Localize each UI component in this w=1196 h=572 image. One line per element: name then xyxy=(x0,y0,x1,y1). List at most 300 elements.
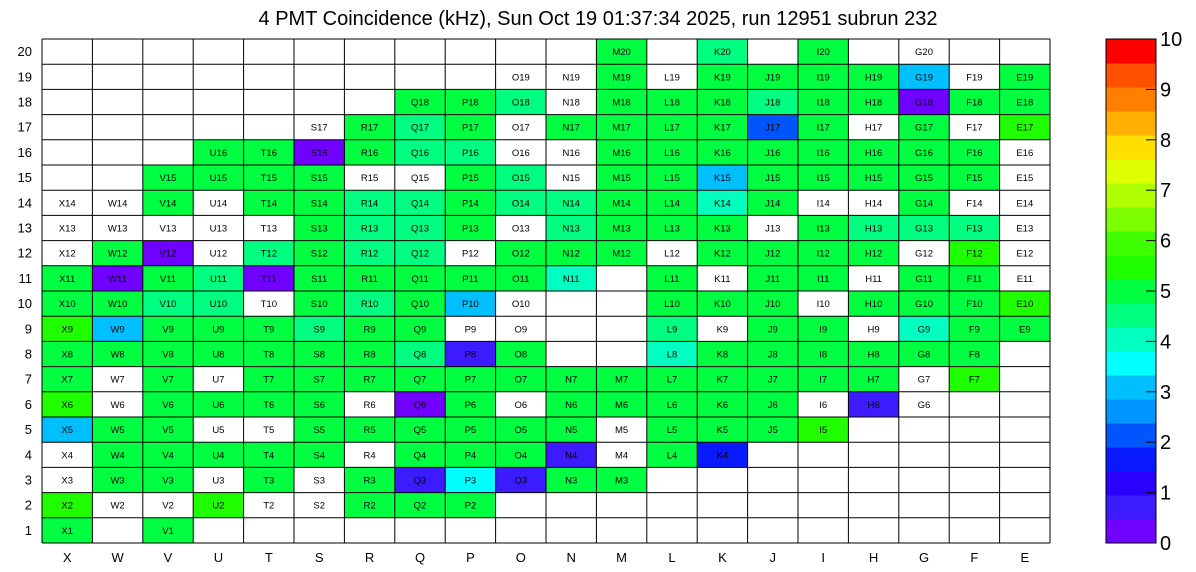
y-tick-label: 11 xyxy=(18,270,32,286)
cell-label: P9 xyxy=(464,324,477,336)
cell-label: S17 xyxy=(310,122,328,134)
cell-label: I11 xyxy=(816,273,830,285)
cell-label: T8 xyxy=(263,349,275,361)
cell-label: K18 xyxy=(713,97,731,109)
cell-label: W6 xyxy=(110,399,125,411)
x-tick-label: T xyxy=(264,550,273,565)
cell-label: X14 xyxy=(58,198,76,210)
cell-label: G15 xyxy=(915,173,933,185)
colorbar-band xyxy=(1106,135,1156,160)
cell-label: N11 xyxy=(562,273,580,285)
cell-label: E11 xyxy=(1016,273,1033,285)
cell-label: L14 xyxy=(664,198,680,210)
cell-label: F7 xyxy=(968,374,980,386)
cell-label: M14 xyxy=(612,198,631,210)
cell-label: T7 xyxy=(263,374,275,386)
y-tick-label: 14 xyxy=(17,195,32,211)
cell-label: T15 xyxy=(260,173,277,185)
y-tick-label: 16 xyxy=(17,144,32,160)
cell-label: S16 xyxy=(310,147,328,159)
cell-label: P4 xyxy=(464,450,477,462)
colorbar-band xyxy=(1106,111,1156,136)
cell-label: X1 xyxy=(61,525,74,537)
y-tick-label: 7 xyxy=(24,371,32,387)
cell-label: Q2 xyxy=(413,500,427,512)
cell-label: U7 xyxy=(212,374,225,386)
colorbar-band xyxy=(1106,519,1156,544)
y-tick-label: 19 xyxy=(17,69,32,85)
cell-label: R7 xyxy=(363,374,376,386)
cell-label: M3 xyxy=(614,475,629,487)
x-tick-label: Q xyxy=(414,550,426,565)
cell-label: E15 xyxy=(1016,173,1034,185)
cell-label: M15 xyxy=(612,173,631,185)
cell-label: I18 xyxy=(816,97,830,109)
cell-label: H10 xyxy=(864,299,883,311)
cell-label: R9 xyxy=(363,324,376,336)
cell-label: N13 xyxy=(562,223,580,235)
cell-label: X8 xyxy=(61,349,74,361)
x-tick-label: U xyxy=(213,550,224,565)
y-tick-label: 9 xyxy=(24,321,32,337)
cell-label: O12 xyxy=(511,248,530,260)
cell-label: H12 xyxy=(864,248,883,260)
colorbar-tick-label: 6 xyxy=(1160,230,1172,253)
cell-label: S6 xyxy=(313,399,326,411)
cell-label: V13 xyxy=(159,223,177,235)
cell-label: V8 xyxy=(162,349,174,361)
cell-label: K15 xyxy=(713,173,731,185)
cell-label: E10 xyxy=(1016,299,1034,311)
cell-label: M19 xyxy=(612,72,631,84)
cell-label: F17 xyxy=(966,122,983,134)
cell-label: I12 xyxy=(816,248,830,260)
cell-label: F10 xyxy=(966,299,983,311)
cell-label: P11 xyxy=(462,273,479,285)
y-tick-label: 3 xyxy=(24,472,32,488)
cell-label: P3 xyxy=(464,475,477,487)
cell-label: K9 xyxy=(716,324,729,336)
cell-label: K4 xyxy=(716,450,729,462)
colorbar-tick-label: 8 xyxy=(1160,129,1172,152)
cell-label: V2 xyxy=(162,500,174,512)
cell-label: M4 xyxy=(614,450,629,462)
cell-label: I6 xyxy=(819,399,828,411)
cell-label: I13 xyxy=(816,223,830,235)
cell-label: W11 xyxy=(108,273,128,285)
cell-label: E16 xyxy=(1016,147,1034,159)
y-tick-label: 5 xyxy=(24,422,32,438)
colorbar-tick-label: 7 xyxy=(1160,180,1172,203)
cell-label: L10 xyxy=(664,299,680,311)
cell-label: E19 xyxy=(1016,72,1034,84)
cell-label: E13 xyxy=(1016,223,1034,235)
cell-label: N19 xyxy=(562,72,580,84)
cell-label: O9 xyxy=(514,324,528,336)
cell-label: O14 xyxy=(511,198,530,210)
cell-label: N17 xyxy=(562,122,580,134)
x-tick-label: N xyxy=(566,550,576,565)
cell-label: Q15 xyxy=(411,173,429,185)
cell-label: U14 xyxy=(209,198,228,210)
cell-label: S3 xyxy=(313,475,326,487)
cell-label: F11 xyxy=(966,273,983,285)
cell-label: P17 xyxy=(461,122,479,134)
cell-label: E18 xyxy=(1016,97,1034,109)
cell-label: F16 xyxy=(966,147,983,159)
cell-label: V10 xyxy=(159,299,177,311)
cell-label: X2 xyxy=(61,500,74,512)
cell-label: U15 xyxy=(209,173,228,185)
cell-label: Q8 xyxy=(413,349,427,361)
cell-label: O13 xyxy=(511,223,530,235)
cell-label: J5 xyxy=(767,425,778,437)
cell-label: R6 xyxy=(363,399,376,411)
cell-label: V11 xyxy=(159,273,177,285)
y-tick-label: 13 xyxy=(17,220,32,236)
y-tick-label: 12 xyxy=(17,245,32,261)
cell-label: S5 xyxy=(313,425,326,437)
cell-label: W4 xyxy=(110,450,125,462)
cell-label: L18 xyxy=(664,97,680,109)
cell-label: X11 xyxy=(59,273,76,285)
cell-label: E9 xyxy=(1018,324,1031,336)
cell-label: T12 xyxy=(260,248,277,260)
cell-label: N12 xyxy=(562,248,580,260)
cell-label: E12 xyxy=(1016,248,1034,260)
cell-label: Q18 xyxy=(411,97,429,109)
cell-label: L8 xyxy=(666,349,678,361)
x-tick-label: L xyxy=(668,550,676,565)
colorbar-tick-label: 10 xyxy=(1160,29,1183,51)
cell-label: S9 xyxy=(313,324,326,336)
cell-label: K14 xyxy=(713,198,731,210)
cell-label: Q16 xyxy=(411,147,429,159)
cell-label: P8 xyxy=(464,349,477,361)
cell-label: G17 xyxy=(915,122,933,134)
cell-label: T3 xyxy=(263,475,275,487)
cell-label: G11 xyxy=(915,273,933,285)
cell-label: O18 xyxy=(511,97,530,109)
cell-label: K19 xyxy=(713,72,731,84)
x-tick-label: H xyxy=(868,550,879,565)
cell-label: I9 xyxy=(819,324,828,336)
x-tick-label: X xyxy=(62,550,72,565)
colorbar-tick-label: 9 xyxy=(1160,79,1172,102)
cell-label: L5 xyxy=(666,425,678,437)
cell-label: O5 xyxy=(514,425,528,437)
cell-label: M7 xyxy=(614,374,629,386)
cell-label: T2 xyxy=(263,500,275,512)
colorbar-band xyxy=(1106,495,1156,520)
cell-label: M13 xyxy=(612,223,631,235)
cell-label: O6 xyxy=(514,399,528,411)
colorbar-band xyxy=(1106,399,1156,424)
cell-label: M12 xyxy=(612,248,631,260)
cell-label: H18 xyxy=(864,97,883,109)
cell-label: N6 xyxy=(565,399,578,411)
cell-label: I17 xyxy=(816,122,830,134)
cell-label: F12 xyxy=(966,248,983,260)
cell-label: J16 xyxy=(765,147,781,159)
cell-label: G6 xyxy=(917,399,931,411)
colorbar xyxy=(1106,29,1182,555)
cell-label: O8 xyxy=(514,349,528,361)
cell-label: X9 xyxy=(61,324,74,336)
cell-label: K7 xyxy=(716,374,729,386)
cell-label: K17 xyxy=(713,122,731,134)
cell-label: Q7 xyxy=(413,374,427,386)
colorbar-tick-label: 3 xyxy=(1160,381,1172,404)
cell-label: S7 xyxy=(313,374,326,386)
cell-label: N14 xyxy=(562,198,580,210)
cell-label: U10 xyxy=(209,299,228,311)
cell-label: R3 xyxy=(363,475,376,487)
colorbar-tick-label: 0 xyxy=(1160,533,1172,555)
cell-label: S11 xyxy=(311,273,328,285)
cell-label: O19 xyxy=(511,72,530,84)
cell-label: V7 xyxy=(162,374,174,386)
cell-label: V9 xyxy=(162,324,174,336)
cell-label: T4 xyxy=(263,450,275,462)
cell-label: X12 xyxy=(58,248,76,260)
cell-label: W8 xyxy=(110,349,125,361)
x-tick-label: J xyxy=(769,550,777,565)
cell-label: G16 xyxy=(915,147,933,159)
cell-label: R16 xyxy=(360,147,379,159)
colorbar-band xyxy=(1106,255,1156,280)
cell-label: X13 xyxy=(58,223,76,235)
y-tick-label: 15 xyxy=(17,170,32,186)
cell-label: P10 xyxy=(461,299,479,311)
colorbar-band xyxy=(1106,63,1156,88)
cell-label: G9 xyxy=(917,324,931,336)
colorbar-band xyxy=(1106,303,1156,328)
cell-label: J9 xyxy=(767,324,778,336)
cell-label: H9 xyxy=(867,324,880,336)
y-tick-label: 18 xyxy=(17,94,32,110)
cell-label: Q10 xyxy=(411,299,429,311)
colorbar-band xyxy=(1106,183,1156,208)
cell-label: Q11 xyxy=(411,273,429,285)
cell-label: V14 xyxy=(159,198,177,210)
cell-label: J6 xyxy=(767,399,778,411)
cell-label: L15 xyxy=(664,173,680,185)
cell-label: N5 xyxy=(565,425,578,437)
cell-label: T13 xyxy=(260,223,277,235)
cell-label: T9 xyxy=(263,324,275,336)
colorbar-band xyxy=(1106,159,1156,184)
cell-label: K12 xyxy=(713,248,731,260)
cell-label: S12 xyxy=(310,248,328,260)
cell-label: N18 xyxy=(562,97,580,109)
cell-label: R17 xyxy=(360,122,379,134)
colorbar-band xyxy=(1106,87,1156,112)
cell-label: P14 xyxy=(461,198,479,210)
cell-label: T6 xyxy=(263,399,275,411)
cell-label: Q4 xyxy=(413,450,427,462)
cell-label: F14 xyxy=(966,198,983,210)
cell-label: H16 xyxy=(864,147,883,159)
y-tick-label: 8 xyxy=(24,346,32,362)
colorbar-band xyxy=(1106,231,1156,256)
cell-label: I16 xyxy=(816,147,830,159)
cell-label: G12 xyxy=(915,248,933,260)
colorbar-band xyxy=(1106,327,1156,352)
cell-label: M18 xyxy=(612,97,631,109)
colorbar-band xyxy=(1106,447,1156,472)
y-tick-label: 17 xyxy=(17,119,32,135)
cell-label: G20 xyxy=(915,47,933,59)
cell-label: S8 xyxy=(313,349,326,361)
cell-label: S4 xyxy=(313,450,326,462)
cell-label: W3 xyxy=(110,475,125,487)
cell-label: J11 xyxy=(765,273,781,285)
cell-label: K10 xyxy=(713,299,731,311)
colorbar-band xyxy=(1106,39,1156,64)
cell-label: T11 xyxy=(260,273,277,285)
chart-title: 4 PMT Coincidence (kHz), Sun Oct 19 01:37:34 2025, run 12951 subrun 232 xyxy=(258,8,938,30)
cell-label: L11 xyxy=(664,273,680,285)
x-tick-label: E xyxy=(1020,550,1030,565)
cell-label: O7 xyxy=(514,374,528,386)
cell-label: U16 xyxy=(209,147,228,159)
cell-label: M6 xyxy=(614,399,629,411)
cell-label: H14 xyxy=(864,198,883,210)
cell-label: K6 xyxy=(716,399,729,411)
colorbar-band xyxy=(1106,351,1156,376)
cell-label: V1 xyxy=(162,525,174,537)
cell-label: J7 xyxy=(767,374,778,386)
cell-label: W14 xyxy=(107,198,128,210)
y-tick-label: 1 xyxy=(24,522,32,538)
cell-label: V5 xyxy=(162,425,174,437)
cell-label: I15 xyxy=(816,173,830,185)
cell-label: O4 xyxy=(514,450,528,462)
cell-label: O11 xyxy=(512,273,530,285)
cell-label: F8 xyxy=(968,349,980,361)
cell-label: U5 xyxy=(212,425,225,437)
cell-label: J8 xyxy=(767,349,778,361)
x-tick-label: O xyxy=(515,550,526,565)
cell-label: F9 xyxy=(968,324,980,336)
cell-label: K11 xyxy=(714,273,731,285)
colorbar-tick-label: 1 xyxy=(1160,482,1172,505)
colorbar-tick-label: 4 xyxy=(1160,331,1172,354)
cell-label: G18 xyxy=(915,97,933,109)
x-tick-label: M xyxy=(616,550,628,565)
cell-label: M17 xyxy=(612,122,631,134)
cell-label: Q3 xyxy=(413,475,427,487)
cell-label: K20 xyxy=(713,47,731,59)
cell-label: J12 xyxy=(765,248,781,260)
cell-label: Q14 xyxy=(411,198,429,210)
cell-label: X7 xyxy=(61,374,74,386)
cell-label: U6 xyxy=(212,399,225,411)
cell-label: M5 xyxy=(614,425,629,437)
y-tick-label: 4 xyxy=(24,447,32,463)
cell-label: G14 xyxy=(915,198,933,210)
x-axis-ticks xyxy=(63,550,1030,565)
cell-label: X6 xyxy=(61,399,74,411)
cell-label: G10 xyxy=(915,299,933,311)
cell-label: P15 xyxy=(461,173,479,185)
cell-label: O3 xyxy=(514,475,528,487)
colorbar-band xyxy=(1106,423,1156,448)
cell-label: R12 xyxy=(360,248,379,260)
cell-label: I19 xyxy=(816,72,830,84)
cell-label: Q5 xyxy=(413,425,427,437)
y-axis-ticks xyxy=(18,44,32,538)
cell-label: R10 xyxy=(360,299,379,311)
cell-label: Q17 xyxy=(411,122,429,134)
x-tick-label: P xyxy=(466,550,475,565)
cell-label: K5 xyxy=(716,425,729,437)
cell-label: H11 xyxy=(865,273,882,285)
cell-label: P13 xyxy=(461,223,479,235)
cell-label: K8 xyxy=(716,349,729,361)
cell-label: F15 xyxy=(966,173,983,185)
cell-label: U12 xyxy=(209,248,228,260)
cell-label: J10 xyxy=(765,299,781,311)
cell-label: X5 xyxy=(61,425,74,437)
cell-label: Q12 xyxy=(411,248,429,260)
cell-label: U9 xyxy=(212,324,225,336)
cell-label: L17 xyxy=(664,122,680,134)
cell-label: N4 xyxy=(565,450,578,462)
cell-label: V4 xyxy=(162,450,174,462)
cell-label: S2 xyxy=(313,500,326,512)
cell-label: P5 xyxy=(464,425,477,437)
cell-label: P6 xyxy=(464,399,477,411)
cell-label: L12 xyxy=(664,248,680,260)
cell-label: H17 xyxy=(864,122,883,134)
y-tick-label: 2 xyxy=(24,497,32,513)
cell-label: T10 xyxy=(260,299,277,311)
cell-label: P12 xyxy=(461,248,479,260)
cell-label: L16 xyxy=(664,147,680,159)
cell-label: L7 xyxy=(666,374,678,386)
cell-label: R11 xyxy=(361,273,378,285)
cell-label: N3 xyxy=(565,475,578,487)
cell-label: P16 xyxy=(461,147,479,159)
cell-label: E14 xyxy=(1016,198,1034,210)
cell-label: W5 xyxy=(110,425,125,437)
cell-label: O16 xyxy=(511,147,530,159)
cell-label: U4 xyxy=(212,450,225,462)
cell-label: X3 xyxy=(61,475,74,487)
colorbar-band xyxy=(1106,375,1156,400)
cell-label: R8 xyxy=(363,349,376,361)
cell-label: I8 xyxy=(819,349,828,361)
cell-label: H8 xyxy=(867,349,880,361)
x-tick-label: K xyxy=(718,550,727,565)
cell-label: H7 xyxy=(867,374,880,386)
x-tick-label: V xyxy=(163,550,173,565)
cell-label: N15 xyxy=(562,173,580,185)
cell-label: U3 xyxy=(212,475,225,487)
x-tick-label: R xyxy=(364,550,375,565)
cell-label: O17 xyxy=(511,122,530,134)
cell-label: G7 xyxy=(917,374,931,386)
cell-label: F13 xyxy=(966,223,983,235)
cell-label: J15 xyxy=(765,173,781,185)
cell-label: T5 xyxy=(263,425,275,437)
cell-label: L6 xyxy=(666,399,678,411)
cell-label: N16 xyxy=(562,147,580,159)
cell-label: S15 xyxy=(310,173,328,185)
cell-label: J13 xyxy=(765,223,781,235)
